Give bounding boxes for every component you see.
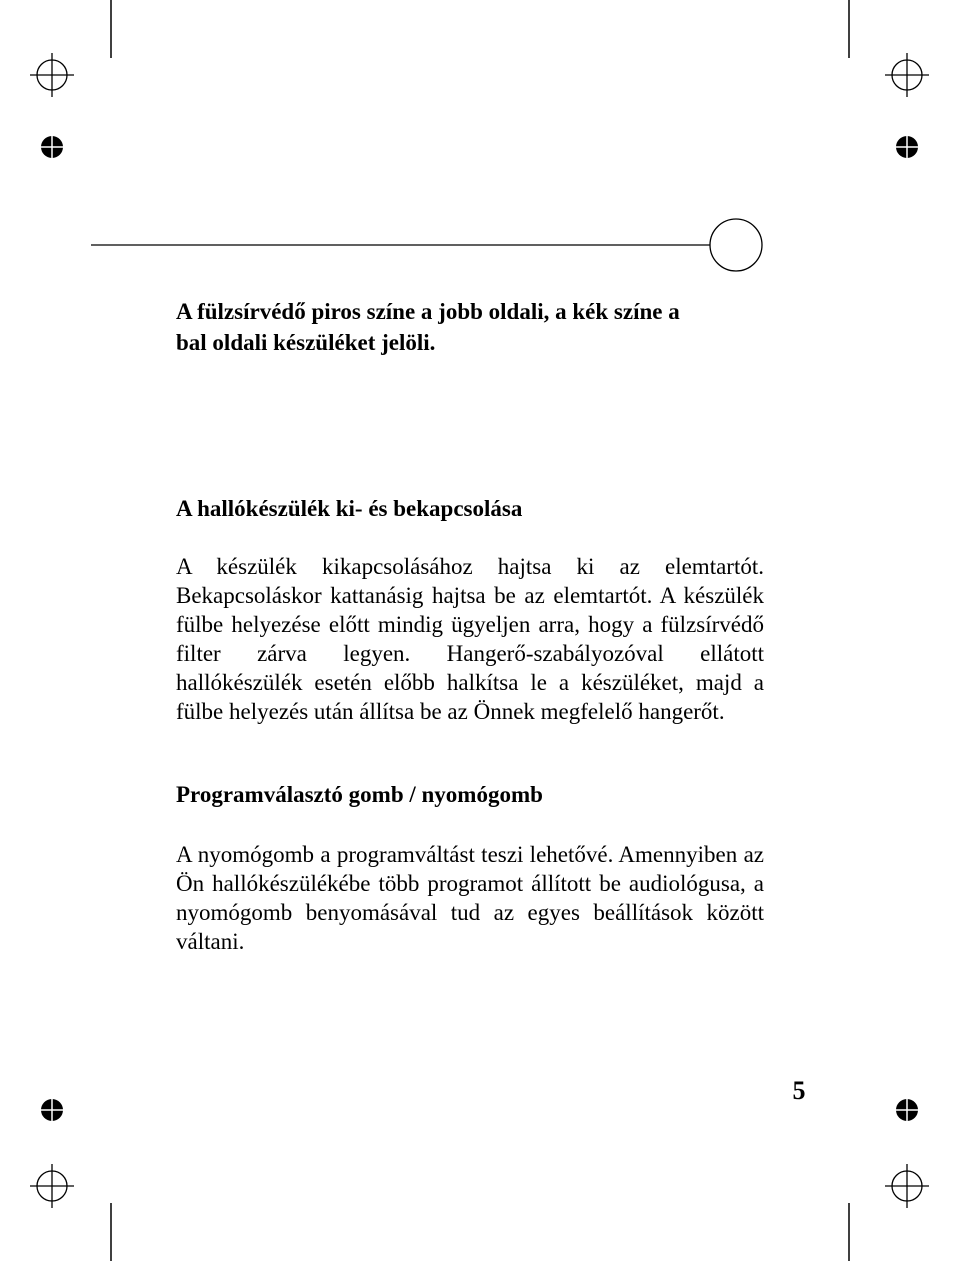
target-dot-top-right — [893, 133, 921, 161]
registration-mark-top-left — [30, 53, 74, 97]
section-text-program-button: A nyomógomb a programváltást teszi lehetővé. Amennyiben az Ön hallókészülékébe több programot állított be audiológusa, a nyomógomb benyomásával tud az egyes beállítások között váltani. — [176, 842, 764, 954]
registration-mark-bottom-right — [885, 1164, 929, 1208]
page-content — [176, 296, 764, 956]
section-text-power: A készülék kikapcsolásához hajtsa ki az elemtartót. Bekapcsoláskor kattanásig hajtsa be az elemtartót. A készülék fülbe helyezése előtt mindig ügyeljen arra, hogy a fülzsírvédő filter zárva legyen. Hangerő-szabályozóval ellátott hallókészülék esetén előbb halkítsa le a készüléket, majd a fülbe helyezés után állítsa be az Önnek megfelelő hangerőt. — [176, 554, 764, 724]
registration-mark-bottom-left — [30, 1164, 74, 1208]
target-dot-bottom-right — [893, 1096, 921, 1124]
lead-line-2: bal oldali készüléket jelöli. — [176, 330, 436, 355]
registration-mark-top-right — [885, 53, 929, 97]
lead-paragraph — [176, 296, 764, 358]
target-dot-bottom-left — [38, 1096, 66, 1124]
section-heading-power: A hallókészülék ki- és bekapcsolása — [176, 496, 523, 521]
lead-line-1: A fülzsírvédő piros színe a jobb oldali, a kék színe a — [176, 299, 680, 324]
page-number: 5 — [792, 1076, 806, 1105]
target-dot-top-left — [38, 133, 66, 161]
section-heading-program-button: Programválasztó gomb / nyomógomb — [176, 782, 543, 807]
header-rule-circle — [710, 219, 762, 271]
